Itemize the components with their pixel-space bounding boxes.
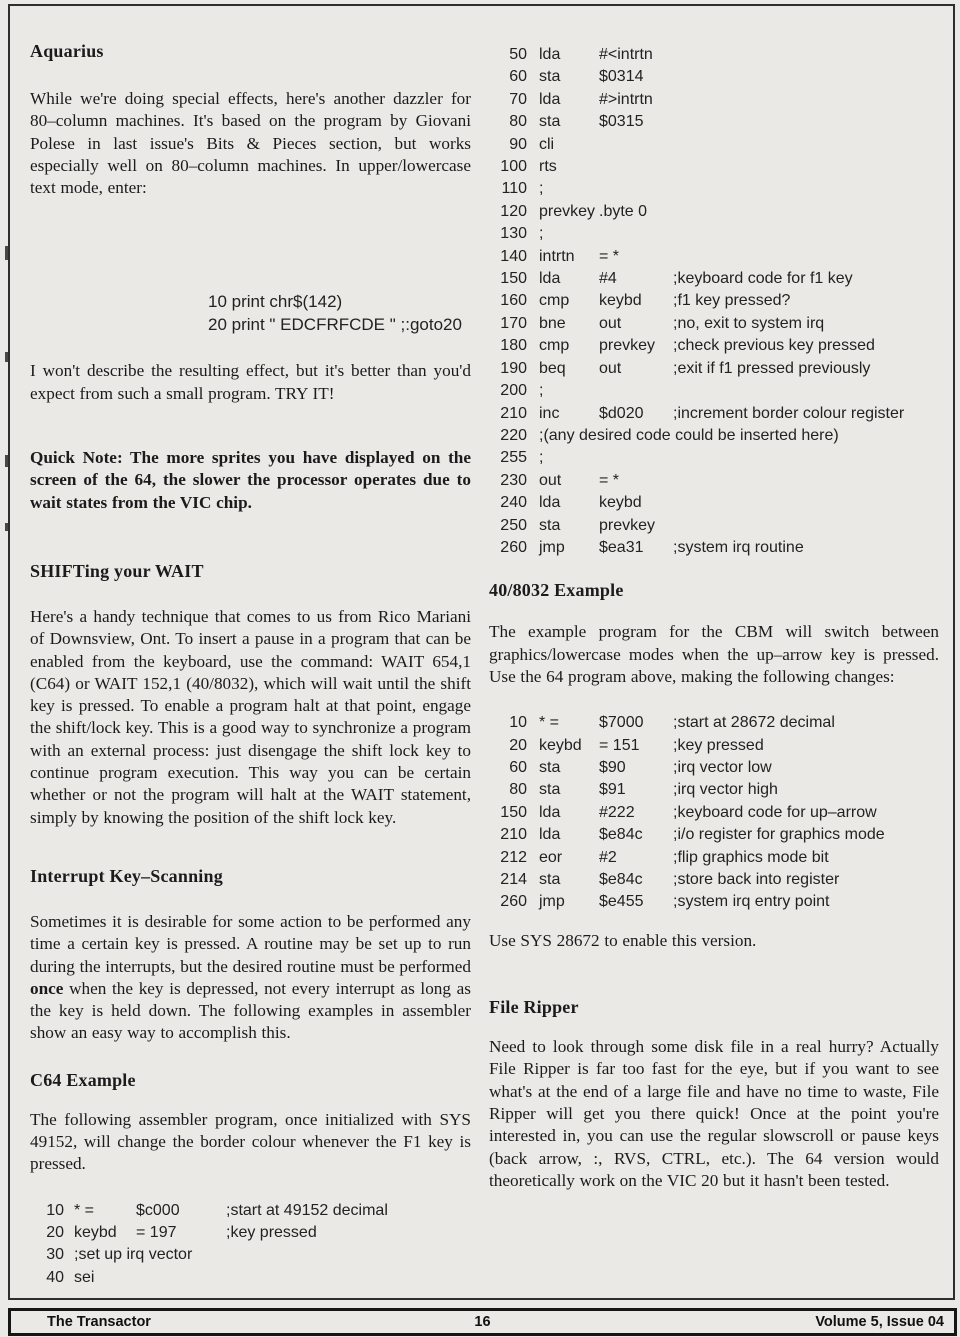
line-number: 240 <box>500 494 527 512</box>
operand: $91 <box>599 781 626 799</box>
scan-artifact <box>5 246 8 260</box>
heading-4080-example: 40/8032 Example <box>489 580 624 601</box>
mnemonic: ; <box>539 449 544 467</box>
line-number: 150 <box>500 803 527 821</box>
line-number: 80 <box>509 781 527 799</box>
line-number: 60 <box>509 759 527 777</box>
line-number: 250 <box>500 516 527 534</box>
comment <box>673 223 939 245</box>
operand: = 197 <box>136 1224 177 1242</box>
code-listing-c64-irq <box>489 44 939 559</box>
operand <box>599 447 661 469</box>
line-number: 120 <box>500 202 527 220</box>
operand <box>599 156 661 178</box>
code-listing-basic <box>30 221 471 336</box>
mnemonic: keybd <box>74 1224 117 1242</box>
mnemonic: lda <box>539 46 561 63</box>
mnemonic: sta <box>539 113 561 131</box>
comment: ;f1 key pressed? <box>673 292 791 310</box>
code-line <box>489 223 939 245</box>
paragraph-shifting-wait: Here's a handy technique that comes to us from Rico Mariani of Downsview, Ont. To insert a pause in a program that can be enabled from the keyboard, use the command: WAIT 654,1 (C64) or WAIT 152,1 (40/8032), which will wait until the shift key is pressed. To enable a program halt at that point, engage the shift/lock key. This is a good way to synchronize a program with an external process: just disengage the shift lock key to continue program execution. This way you can be certain whether or not the program will halt at the WAIT statement, simply by knowing the position of the shift lock key. <box>30 606 471 827</box>
code-line <box>489 156 939 178</box>
line-number: 170 <box>500 314 527 332</box>
operand: $e84c <box>599 826 643 844</box>
code-listing-cbm-changes <box>489 712 939 914</box>
mnemonic: ;set up irq vector <box>74 1246 193 1264</box>
comment: ;keyboard code for f1 key <box>673 270 853 288</box>
mnemonic: ; <box>539 382 544 400</box>
operand: $c000 <box>136 1201 180 1219</box>
code-line <box>489 447 939 469</box>
operand: #>intrtn <box>599 90 653 108</box>
operand: $0315 <box>599 113 644 131</box>
comment <box>673 66 939 88</box>
mnemonic: sta <box>539 516 561 534</box>
code-line <box>489 824 939 846</box>
line-number: 210 <box>500 826 527 844</box>
operand: $e84c <box>599 871 643 889</box>
mnemonic: out <box>539 471 562 489</box>
code-line <box>489 178 939 200</box>
comment <box>673 470 939 492</box>
line-number: 80 <box>509 113 527 131</box>
comment <box>673 156 939 178</box>
code-line <box>44 1244 471 1266</box>
code-line <box>489 492 939 514</box>
operand <box>599 380 661 402</box>
line-number: 20 <box>46 1224 64 1242</box>
code-line <box>489 515 939 537</box>
operand: #2 <box>599 848 617 866</box>
code-line: 20 print " EDCFRFCDE " ;:goto20 <box>208 315 462 335</box>
mnemonic: inc <box>539 404 560 422</box>
code-line <box>489 779 939 801</box>
scan-artifact <box>5 455 8 467</box>
operand: #4 <box>599 270 617 288</box>
line-number: 30 <box>46 1246 64 1264</box>
code-line <box>489 470 939 492</box>
code-line <box>489 111 939 133</box>
footer-magazine-title: The Transactor <box>47 1314 151 1330</box>
code-line <box>489 757 939 779</box>
mnemonic: cmp <box>539 337 570 355</box>
code-line <box>489 335 939 357</box>
comment: ;exit if f1 pressed previously <box>673 359 871 377</box>
paragraph-file-ripper: Need to look through some disk file in a real hurry? Actually File Ripper is far too fast for the eye, but if you want to see what's at the end of a large file and have no time to waste, File Ripper will get you there quick! Once at the point you're interested in, you can use the regular slowscroll or pause keys (back arrow, :, RVS, CTRL, etc.). The 64 version would theoretically work on the VIC 20 but it hasn't been tested. <box>489 1037 939 1190</box>
operand <box>599 425 661 447</box>
operand <box>136 1244 216 1266</box>
paragraph-c64-example: The following assembler program, once initialized with SYS 49152, will change the border colour whenever the F1 key is pressed. <box>30 1109 471 1174</box>
comment <box>226 1267 471 1289</box>
code-line <box>489 358 939 380</box>
mnemonic: ;(any desired code could be inserted here) <box>539 426 839 444</box>
mnemonic: lda <box>539 270 561 288</box>
comment <box>673 134 939 156</box>
operand: $ea31 <box>599 538 644 556</box>
comment: ;check previous key pressed <box>673 337 875 355</box>
comment <box>673 425 939 447</box>
paragraph-quick-note: Quick Note: The more sprites you have displayed on the screen of the 64, the slower the processor operates due to wait states from the VIC chip. <box>30 448 471 512</box>
line-number: 260 <box>500 893 527 911</box>
comment <box>673 201 939 223</box>
comment: ;i/o register for graphics mode <box>673 826 885 844</box>
line-number: 10 <box>46 1201 64 1219</box>
line-number: 60 <box>509 68 527 86</box>
operand: $90 <box>599 759 626 777</box>
code-line <box>489 290 939 312</box>
operand <box>136 1267 216 1289</box>
comment <box>673 111 939 133</box>
code-line <box>489 847 939 869</box>
mnemonic: sta <box>539 759 561 777</box>
mnemonic: jmp <box>539 538 565 556</box>
scan-artifact <box>5 352 8 362</box>
footer-page-number: 16 <box>474 1314 491 1330</box>
mnemonic: beq <box>539 359 566 377</box>
mnemonic: rts <box>539 158 557 176</box>
line-number: 260 <box>500 538 527 556</box>
line-number: 180 <box>500 337 527 355</box>
comment: ;irq vector high <box>673 781 778 799</box>
comment: ;increment border colour register <box>673 404 905 422</box>
mnemonic: * = <box>74 1201 95 1219</box>
heading-aquarius: Aquarius <box>30 41 104 61</box>
code-line <box>489 802 939 824</box>
line-number: 214 <box>500 871 527 889</box>
paragraph-part: when the key is depressed, not every interrupt as long as the key is held down. The following examples in assembler show an easy way to accomplish this. <box>30 978 471 1043</box>
paragraph-sys-enable: Use SYS 28672 to enable this version. <box>489 930 757 950</box>
heading-interrupt-key-scanning: Interrupt Key–Scanning <box>30 865 223 886</box>
operand: #222 <box>599 803 635 821</box>
operand: out <box>599 314 622 332</box>
code-line <box>489 891 939 913</box>
code-line <box>489 89 939 111</box>
operand: $d020 <box>599 404 644 422</box>
line-number: 10 <box>509 714 527 732</box>
line-number: 140 <box>500 247 527 265</box>
comment: ;key pressed <box>226 1224 317 1242</box>
comment <box>673 492 939 514</box>
operand: .byte 0 <box>599 202 648 220</box>
mnemonic: bne <box>539 314 566 332</box>
code-line <box>44 1200 471 1222</box>
line-number: 212 <box>500 848 527 866</box>
line-number: 160 <box>500 292 527 310</box>
comment <box>673 246 939 268</box>
code-line <box>489 712 939 734</box>
operand: keybd <box>599 494 642 512</box>
operand: #<intrtn <box>599 46 653 63</box>
line-number: 190 <box>500 359 527 377</box>
column-left <box>30 40 471 1289</box>
code-line <box>489 268 939 290</box>
comment <box>673 380 939 402</box>
line-number: 210 <box>500 404 527 422</box>
mnemonic: prevkey <box>539 202 596 220</box>
mnemonic: intrtn <box>539 247 575 265</box>
mnemonic: sta <box>539 781 561 799</box>
comment <box>673 178 939 200</box>
operand <box>599 178 661 200</box>
paragraph-part: Sometimes it is desirable for some action to be performed any time a certain key is pressed. A routine may be set up to run during the interrupts, but the desired routine must be performed <box>30 911 471 976</box>
scan-artifact <box>5 523 8 531</box>
comment: ;irq vector low <box>673 759 772 777</box>
code-line <box>44 1267 471 1289</box>
code-line <box>489 201 939 223</box>
line-number: 230 <box>500 471 527 489</box>
operand: keybd <box>599 292 642 310</box>
code-line <box>489 403 939 425</box>
comment <box>673 447 939 469</box>
operand <box>599 134 661 156</box>
code-line <box>44 1222 471 1244</box>
heading-shifting-wait: SHIFTing your WAIT <box>30 560 204 581</box>
mnemonic: sei <box>74 1268 95 1286</box>
line-number: 255 <box>500 449 527 467</box>
mnemonic: lda <box>539 90 561 108</box>
comment: ;no, exit to system irq <box>673 314 825 332</box>
code-listing-c64-setup <box>44 1200 471 1290</box>
operand <box>599 223 661 245</box>
bold-word-once: once <box>30 978 64 998</box>
mnemonic: ; <box>539 180 544 198</box>
paragraph-aquarius-result: I won't describe the resulting effect, but it's better than you'd expect from such a small program. TRY IT! <box>30 361 471 403</box>
line-number: 70 <box>509 90 527 108</box>
column-right <box>489 44 939 1192</box>
mnemonic: lda <box>539 494 561 512</box>
code-line <box>489 44 939 66</box>
mnemonic: sta <box>539 871 561 889</box>
operand: $7000 <box>599 714 644 732</box>
operand: prevkey <box>599 516 656 534</box>
operand: = 151 <box>599 736 640 754</box>
comment: ;keyboard code for up–arrow <box>673 803 877 821</box>
mnemonic: lda <box>539 826 561 844</box>
paragraph-interrupt-key-scanning <box>30 911 471 1045</box>
comment <box>673 44 939 66</box>
line-number: 110 <box>501 180 527 198</box>
line-number: 90 <box>509 135 527 153</box>
comment: ;start at 28672 decimal <box>673 714 835 732</box>
operand: prevkey <box>599 337 656 355</box>
code-line: 10 print chr$(142) <box>208 292 343 312</box>
line-number: 100 <box>500 158 527 176</box>
mnemonic: keybd <box>539 736 582 754</box>
code-line <box>489 735 939 757</box>
line-number: 50 <box>509 46 527 63</box>
code-line <box>489 380 939 402</box>
line-number: 150 <box>500 270 527 288</box>
paragraph-aquarius-intro: While we're doing special effects, here's another dazzler for 80–column machines. It's based on the program by Giovani Polese in last issue's Bits & Pieces section, but works especially well on 80–column machines. In upper/lowercase text mode, enter: <box>30 89 471 198</box>
comment: ;system irq routine <box>673 538 804 556</box>
code-line <box>489 66 939 88</box>
mnemonic: jmp <box>539 893 565 911</box>
mnemonic: lda <box>539 803 561 821</box>
line-number: 220 <box>500 426 527 444</box>
mnemonic: * = <box>539 714 560 732</box>
mnemonic: sta <box>539 68 561 86</box>
line-number: 130 <box>500 225 527 243</box>
code-line <box>489 134 939 156</box>
mnemonic: cli <box>539 135 555 153</box>
code-line <box>489 313 939 335</box>
code-line <box>489 246 939 268</box>
footer-issue-label: Volume 5, Issue 04 <box>815 1314 944 1330</box>
operand: $e455 <box>599 893 644 911</box>
heading-file-ripper: File Ripper <box>489 997 579 1018</box>
comment: ;system irq entry point <box>673 893 830 911</box>
comment <box>673 89 939 111</box>
line-number: 200 <box>500 382 527 400</box>
comment <box>673 515 939 537</box>
comment: ;flip graphics mode bit <box>673 848 829 866</box>
paragraph-4080-example: The example program for the CBM will switch between graphics/lowercase modes when the up–arrow key is pressed. Use the 64 program above, making the following changes: <box>489 622 939 686</box>
mnemonic: eor <box>539 848 563 866</box>
operand: = * <box>599 247 620 265</box>
code-line <box>489 425 939 447</box>
comment: ;store back into register <box>673 871 840 889</box>
operand: = * <box>599 471 620 489</box>
operand: $0314 <box>599 68 644 86</box>
code-line <box>489 869 939 891</box>
line-number: 40 <box>46 1268 64 1286</box>
code-line <box>489 537 939 559</box>
line-number: 20 <box>509 736 527 754</box>
operand: out <box>599 359 622 377</box>
comment: ;start at 49152 decimal <box>226 1201 388 1219</box>
comment: ;key pressed <box>673 736 764 754</box>
heading-c64-example: C64 Example <box>30 1069 136 1090</box>
mnemonic: cmp <box>539 292 570 310</box>
comment <box>226 1244 471 1266</box>
mnemonic: ; <box>539 225 544 243</box>
footer-bar <box>8 1308 957 1336</box>
